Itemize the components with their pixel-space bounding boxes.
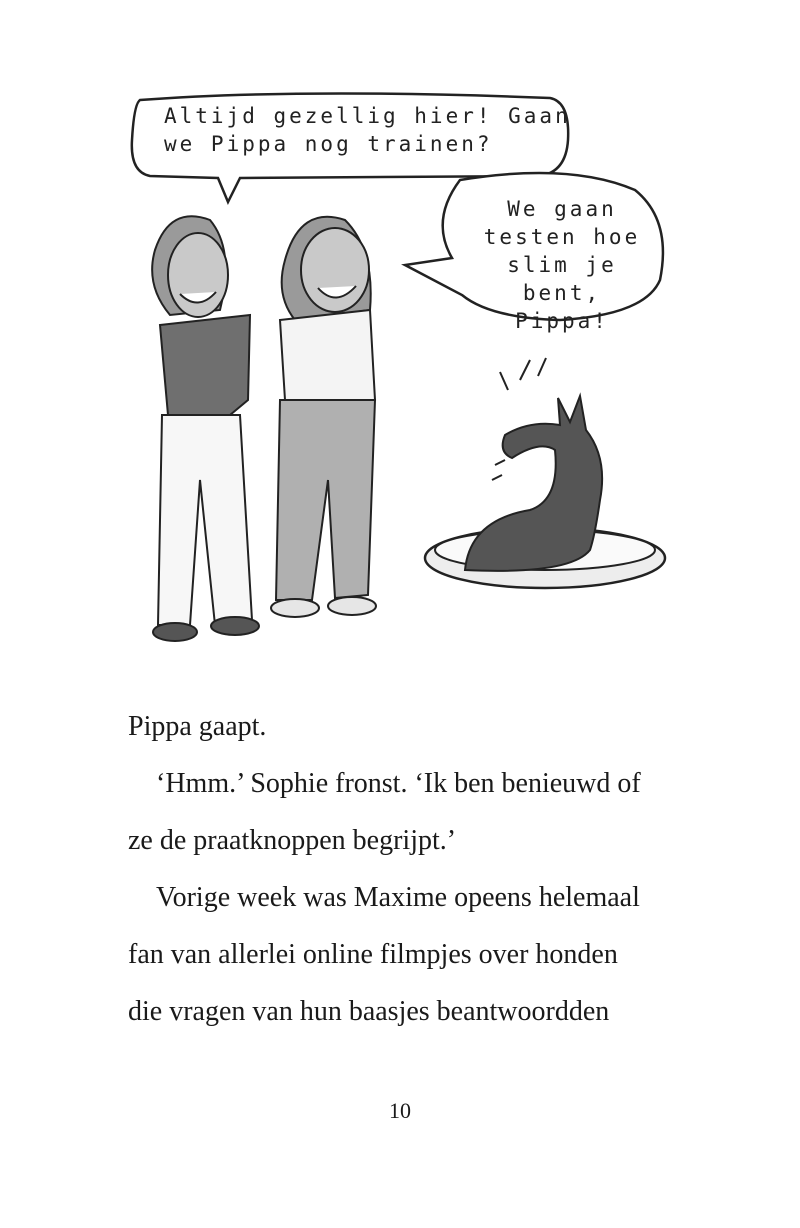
story-line: Pippa gaapt.	[128, 711, 267, 742]
dog-pippa	[465, 358, 602, 571]
story-line: ‘Hmm.’ Sophie fronst. ‘Ik ben benieuwd of	[156, 768, 641, 799]
story-line: die vragen van hun baasjes beantwoordden	[128, 996, 610, 1027]
speech-line: Altijd gezellig hier! Gaan	[164, 104, 571, 128]
story-text	[128, 698, 688, 1040]
speech-line: we Pippa nog trainen?	[164, 132, 493, 156]
story-line: ze de praatknoppen begrijpt.’	[128, 825, 457, 856]
story-line: fan van allerlei online filmpjes over honden	[128, 939, 618, 970]
cartoon-illustration	[100, 80, 700, 670]
speech-bubble-left-text	[164, 102, 571, 158]
story-line: Vorige week was Maxime opeens helemaal	[156, 882, 640, 913]
speech-line: We gaan	[507, 197, 617, 221]
girl-middle-figure	[271, 217, 376, 617]
girl-left-figure	[152, 216, 259, 641]
speech-line: slim je bent,	[507, 253, 617, 305]
cartoon-drawing	[100, 80, 700, 670]
speech-line: testen hoe	[483, 225, 641, 249]
page-number: 10	[389, 1098, 411, 1123]
speech-line: Pippa!	[515, 309, 609, 333]
speech-bubble-right-text	[472, 195, 652, 335]
